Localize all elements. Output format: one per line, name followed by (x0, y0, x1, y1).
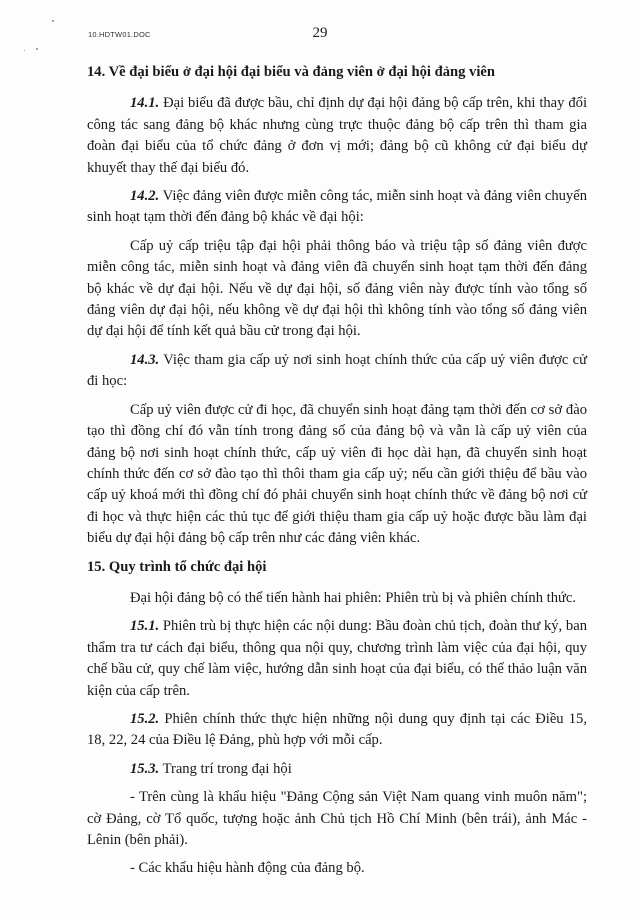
clause-number: 14.2. (130, 188, 160, 205)
paragraph-15-3 (87, 759, 587, 780)
paragraph-14-2-body: Cấp uỷ cấp triệu tập đại hội phải thông báo và triệu tập số đảng viên được miễn công tác, miễn sinh hoạt và đảng viên đã chuyển sinh hoạt tạm thời đến đảng bộ khác về dự đại hội. Nếu về dự đại hội, số đảng viên này được tính vào tổng số đảng viên dự đại hội, nếu không về dự đại hội thì không tính vào tổng số đảng viên dự đại hội để tính kết quả bầu cử trong đại hội. (87, 237, 587, 340)
scan-speck (52, 20, 54, 22)
paragraph-text: Việc đảng viên được miễn công tác, miễn sinh hoạt và đảng viên chuyển sinh hoạt tạm thời đến đảng bộ khác về đại hội: (87, 188, 587, 226)
clause-number: 15.2. (130, 710, 160, 727)
page-number: 29 (312, 25, 328, 41)
paragraph-text: Trang trí trong đại hội (159, 760, 292, 777)
clause-number: 15.1. (130, 618, 160, 635)
paragraph-14-1 (87, 93, 587, 179)
paragraph-text: Đại biểu đã được bầu, chỉ định dự đại hội đảng bộ cấp trên, khi thay đổi công tác sang đảng bộ khác nhưng cùng trực thuộc đảng bộ cấp trên thì tham gia đoàn đại biểu của tổ chức đảng ở đơn vị mới; đảng bộ cũ không cử đại biểu dự khuyết thay thế đại biểu đó. (87, 95, 587, 176)
paragraph-15-1 (87, 616, 587, 702)
paragraph-text: Việc tham gia cấp uỷ nơi sinh hoạt chính thức của cấp uỷ viên được cử đi học: (87, 351, 587, 390)
paragraph-14-2 (87, 186, 587, 229)
paragraph-15-3-action-slogans: - Các khẩu hiệu hành động của đảng bộ. (130, 860, 365, 877)
section-14-heading: 14. Về đại biểu ở đại hội đại biểu và đảng viên ở đại hội đảng viên (87, 64, 496, 80)
section-15-heading: 15. Quy trình tổ chức đại hội (87, 558, 267, 575)
clause-number: 14.3. (130, 351, 160, 368)
paragraph-14-3-body: Cấp uỷ viên được cử đi học, đã chuyển sinh hoạt đảng tạm thời đến cơ sở đào tạo thì đồng chí đó vẫn tính trong đảng số của đảng bộ và vẫn là cấp uỷ viên của đảng bộ nơi sinh hoạt chính thức, cấp uỷ viên đi học dài hạn, đã chuyển sinh hoạt chính thức đến cơ sở đào tạo thì thôi tham gia cấp uỷ; nếu cần giới thiệu để bầu vào cấp uỷ khoá mới thì đồng chí đó phải chuyển sinh hoạt chính thức về đảng bộ nơi cử đi học và thực hiện các thủ tục để giới thiệu tham gia cấp uỷ hoặc được bầu làm đại biểu dự đại hội đảng bộ cấp trên như các đảng viên khác. (87, 401, 587, 547)
scan-speck (24, 50, 25, 51)
paragraph-14-3 (87, 350, 587, 393)
scan-speck (36, 48, 38, 50)
paragraph-text: Phiên trù bị thực hiện các nội dung: Bầu đoàn chủ tịch, đoàn thư ký, ban thẩm tra tư cách đại biểu, thông qua nội quy, chương trình làm việc của đại hội, quy chế bầu cử, quy chế làm việc, hướng dẫn sinh hoạt của đại biểu, có thể thảo luận văn kiện của cấp trên. (87, 618, 587, 699)
paragraph-text: Phiên chính thức thực hiện những nội dung quy định tại các Điều 15, 18, 22, 24 của Điều lệ Đảng, phù hợp với mỗi cấp. (87, 710, 587, 749)
document-body (87, 62, 587, 887)
paragraph-15-2 (87, 709, 587, 752)
paragraph-15-intro: Đại hội đảng bộ có thể tiến hành hai phiên: Phiên trù bị và phiên chính thức. (130, 589, 577, 606)
clause-number: 15.3. (130, 760, 160, 777)
clause-number: 14.1. (130, 95, 160, 112)
file-label: 10.HDTW01.DOC (88, 30, 151, 39)
paragraph-15-3-slogan: - Trên cùng là khẩu hiệu "Đảng Cộng sản Việt Nam quang vinh muôn năm"; cờ Đảng, cờ Tổ quốc, tượng hoặc ảnh Chủ tịch Hồ Chí Minh (bên trái), ảnh Mác - Lênin (bên phải). (87, 789, 587, 848)
